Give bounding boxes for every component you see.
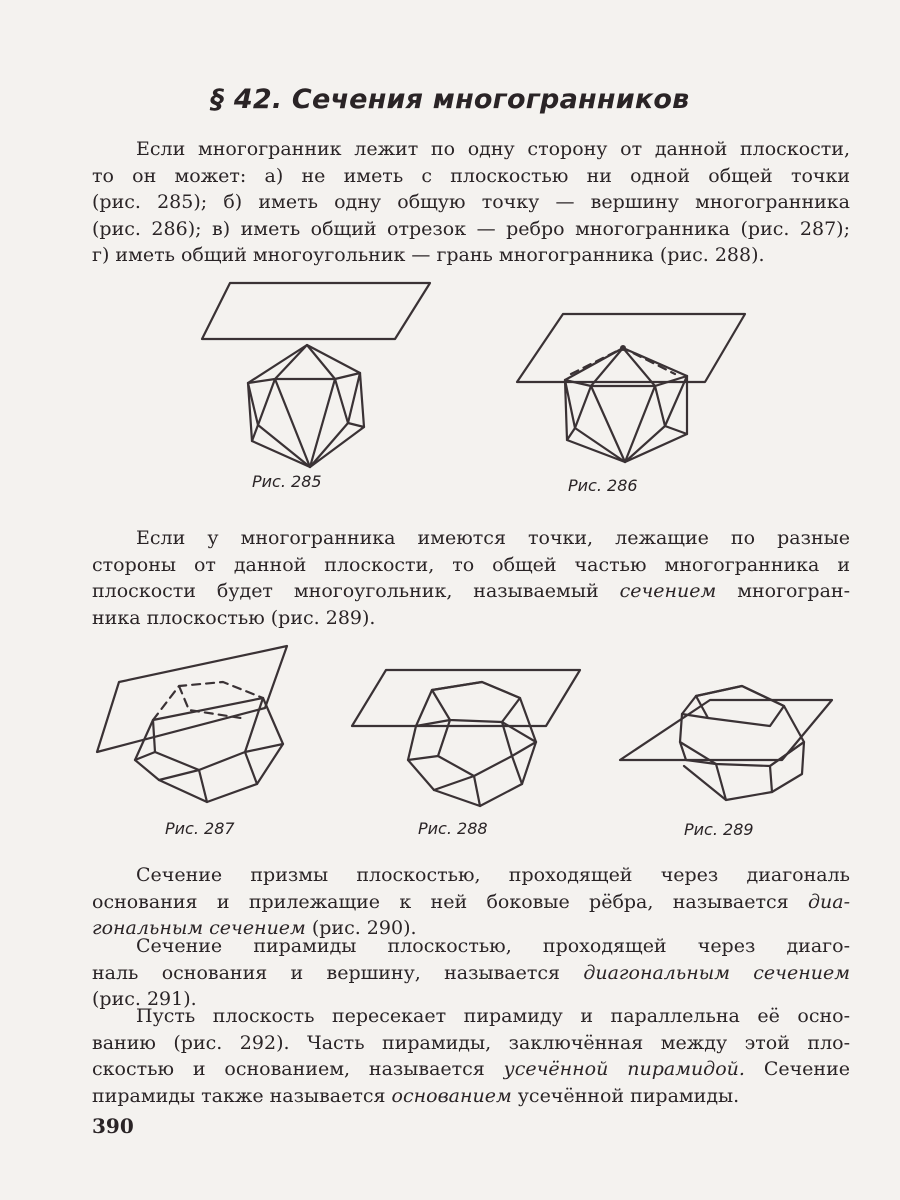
text-line: ванию (рис. 292). Часть пирамиды, заключённая между этой пло-	[92, 1031, 850, 1054]
paragraph-truncated-pyramid	[92, 1003, 850, 1109]
term-truncated-pyramid: усечённой пирамидой.	[503, 1058, 745, 1080]
figure-285	[190, 275, 450, 475]
term-base: основанием	[391, 1084, 512, 1107]
text-line: основания и прилежащие к ней боковые рёбра, называется диа-	[92, 890, 850, 913]
term-diagonal-section: диагональным сечением	[583, 961, 850, 984]
paragraph-pyramid-diagonal-section	[92, 933, 850, 1013]
text-line: ника плоскостью (рис. 289).	[92, 606, 376, 629]
figure-286	[505, 310, 765, 480]
plane	[620, 700, 832, 760]
text-line: Сечение пирамиды плоскостью, проходящей через диаго-	[136, 935, 850, 957]
plane	[352, 670, 580, 726]
term-diagonal-section: гональным сечением	[92, 917, 306, 939]
text-line: Сечение призмы плоскостью, проходящей через диагональ	[136, 864, 850, 886]
top-face	[696, 686, 784, 726]
caption-288: Рис. 288	[418, 819, 488, 838]
plane	[517, 314, 745, 382]
text-line: скостью и основанием, называется усечённой пирамидой. Сечение	[92, 1058, 850, 1080]
text-line: (рис. 285); б) иметь одну общую точку — вершину многогранника	[92, 191, 850, 213]
text-line: то он может: а) не иметь с плоскостью ни одной общей точки	[92, 164, 850, 187]
page-number: 390	[92, 1114, 134, 1138]
plane	[202, 283, 430, 339]
text-line: Пусть плоскость пересекает пирамиду и параллельна её осно-	[136, 1005, 850, 1027]
figure-289	[618, 680, 838, 820]
paragraph-polyhedron-position	[92, 136, 850, 269]
caption-286: Рис. 286	[568, 476, 638, 495]
text-line: г) иметь общий многоугольник — грань многогранника (рис. 288).	[92, 244, 765, 266]
text-line: пирамиды также называется основанием усечённой пирамиды.	[92, 1084, 740, 1107]
paragraph-prism-diagonal-section	[92, 862, 850, 942]
section-title: § 42. Сечения многогранников	[210, 84, 690, 115]
term-section: сечением	[619, 580, 717, 602]
caption-289: Рис. 289	[684, 820, 754, 839]
term-diagonal-section: диа-	[807, 890, 850, 913]
caption-285: Рис. 285	[252, 472, 322, 491]
text-line: (рис. 286); в) иметь общий отрезок — ребро многогранника (рис. 287);	[92, 217, 850, 240]
text-line: плоскости будет многоугольник, называемый сечением многогран-	[92, 580, 850, 602]
caption-287: Рис. 287	[165, 819, 235, 838]
text-line: гональным сечением (рис. 290).	[92, 917, 417, 939]
paragraph-section-definition	[92, 525, 850, 631]
text-line: наль основания и вершину, называется диагональным сечением	[92, 961, 850, 984]
text-line: стороны от данной плоскости, то общей частью многогранника и	[92, 553, 850, 576]
text-line: Если у многогранника имеются точки, лежащие по разные	[136, 527, 850, 549]
text-line: (рис. 291).	[92, 988, 197, 1010]
figure-287	[95, 640, 295, 810]
text-line: Если многогранник лежит по одну сторону от данной плоскости,	[136, 138, 850, 160]
figure-288	[350, 660, 590, 820]
